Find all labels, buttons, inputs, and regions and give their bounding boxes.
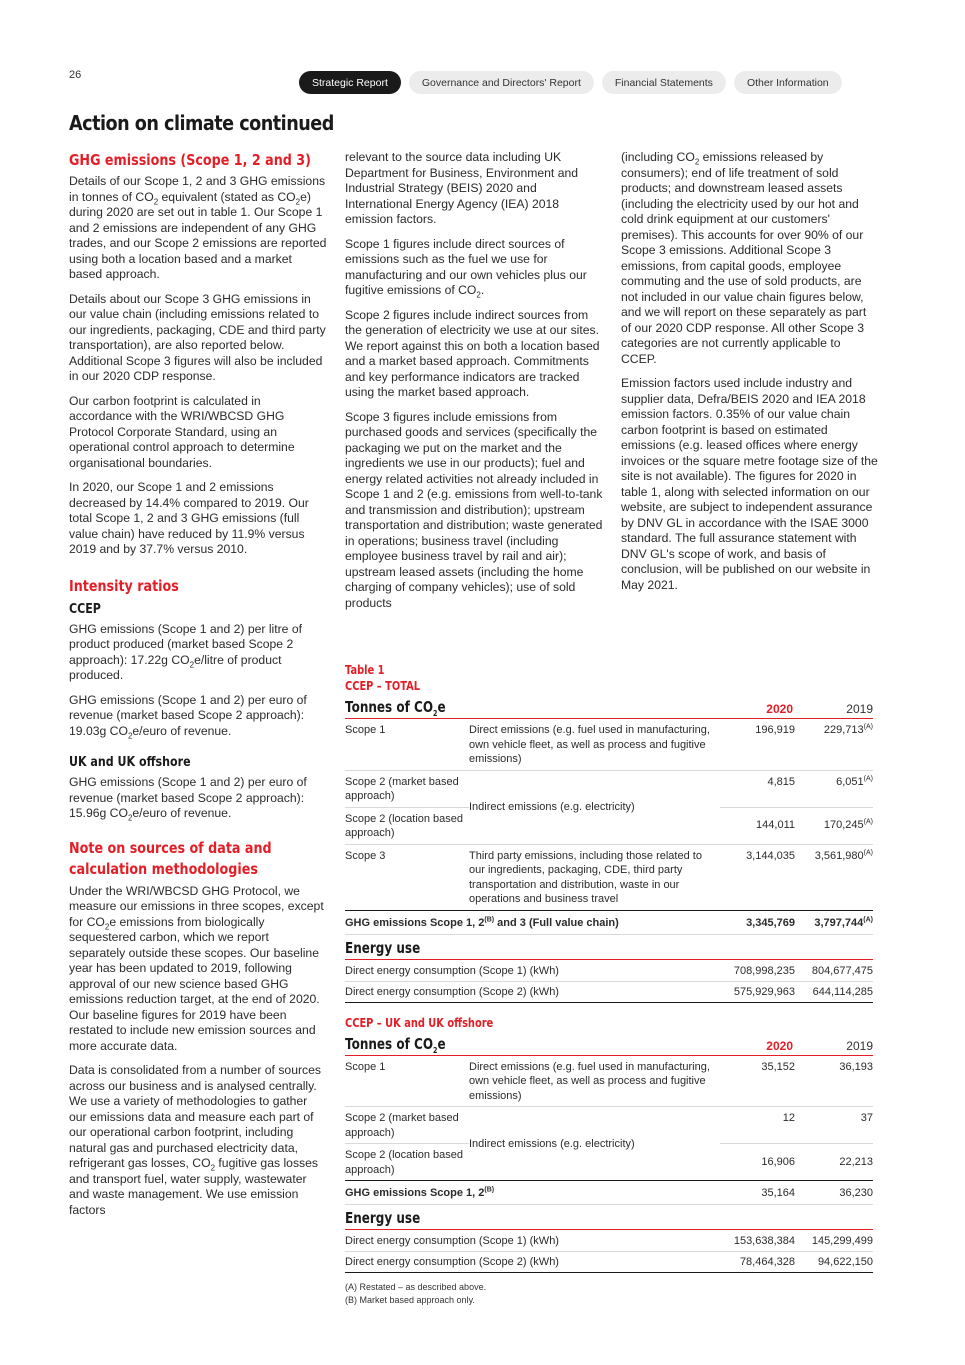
- page-title: Action on climate continued: [69, 111, 334, 135]
- paragraph: GHG emissions (Scope 1 and 2) per litre of product produced (market based Scope 2 approach): 17.22g $CO_2e$/litre of product produced.: [69, 621, 303, 682]
- paragraph: Data is consolidated from a number of sources across our business and is analysed centrally. We use a variety of methodologies to gather our emissions data and measure each part of our operational carbon footprint, including natural gas and purchased electricity data, refrigerant gas losses, $CO_2$ fugitive gas losses and transport fuel, water supply, wastewater and waste management. We use emission factors: [69, 1063, 321, 1217]
- paragraph: GHG emissions (Scope 1 and 2) per euro of revenue (market based Scope 2 approach): 19.03g $CO_2e$/euro of revenue.: [69, 692, 307, 740]
- paragraph: Scope 3 figures include emissions from purchased goods and services (specifically the packaging we put on the market and the ingredients we use in our products); fuel and energy related activities not already included in Scope 1 and 2 (e.g. emissions from well-to-tank and transmission and distribution); upstream transportation and distribution; waste generated in operations; business travel (including employee business travel by rail and air); upstream leased assets (including the home charging of company vehicles); use of sold products: [345, 409, 603, 610]
- paragraph: Scope 1 figures include direct sources of emissions such as the fuel we use for manufacturing and our own vehicles plus our fugitive emissions of $CO_2$.: [345, 236, 587, 300]
- paragraph: Details of our Scope 1, 2 and 3 GHG emissions in tonnes of $CO_2$ equivalent (stated as $CO_2e$) during 2020 are set out in table 1. Our Scope 1 and 2 emissions are independent of any GHG trades, and our Scope 2 emissions are reported using both a location based and a market based approach.: [69, 174, 327, 281]
- table-row-energy-s1: Direct energy consumption (Scope 1) (kWh) 708,998,235 804,677,475: [345, 961, 873, 982]
- tab-financial-statements[interactable]: Financial Statements: [602, 71, 726, 94]
- heading-ghg-emissions: GHG emissions (Scope 1, 2 and 3): [69, 151, 311, 169]
- footnote-a: (A) Restated – as described above.: [345, 1282, 487, 1292]
- table-row-energy-s2: Direct energy consumption (Scope 2) (kWh) 78,464,328 94,622,150: [345, 1252, 873, 1273]
- paragraph: Emission factors used include industry and supplier data, Defra/BEIS 2020 and IEA 2018 emission factors. 0.35% of our value chain carbon footprint is based on estimated emissions (e.g. leased offices where energy invoices or the square metre footage size of the site is not available). The figures for 2020 in table 1, along with selected information on our website, are subject to independent assurance by DNV GL in accordance with the ISAE 3000 standard. The full assurance statement with DNV GL's scope of work, and basis of conclusion, will be published on our website in May 2021.: [621, 376, 878, 592]
- heading-note-on-sources: Note on sources of data and calculation methodologies: [69, 838, 272, 878]
- table-row-total: GHG emissions Scope 1, $2^{(B)}$ 35,164 36,230: [345, 1180, 873, 1205]
- energy-use-heading: Energy use: [345, 1209, 873, 1230]
- table-row-energy-s1: Direct energy consumption (Scope 1) (kWh) 153,638,384 145,299,499: [345, 1231, 873, 1252]
- table-row-scope2: Scope 2 (market based approach) Scope 2 (location based approach) Indirect emissions (e.g. electricity) 4,815 $6,051^{(A)}$ 144,011 $170,245^{(A)}$: [345, 771, 873, 845]
- paragraph: relevant to the source data including UK Department for Business, Environment and Industrial Strategy (BEIS) 2020 and International Energy Agency (IEA) 2018 emission factors.: [345, 150, 579, 226]
- column-1: [69, 150, 327, 1227]
- heading-ccep: CCEP: [69, 600, 101, 617]
- table-header: [345, 1035, 873, 1056]
- emissions-table: [345, 662, 873, 1307]
- page-number: 26: [69, 69, 82, 81]
- column-3: [621, 150, 879, 602]
- paragraph: (including $CO_2$ emissions released by consumers); end of life treatment of sold products; and downstream leased assets (including the electricity used by our hot and cold drink equipment at our customers' premises). This accounts for over 90% of our Scope 3 emissions. Additional Scope 3 emissions, from capital goods, employee commuting and the use of sold products, are not included in our value chain figures below, and we will report on these separately as part of our 2020 CDP response. All other Scope 3 categories are not currently applicable to CCEP.: [621, 150, 867, 366]
- footnote-b: (B) Market based approach only.: [345, 1295, 475, 1305]
- heading-intensity-ratios: Intensity ratios: [69, 576, 179, 595]
- tab-governance[interactable]: Governance and Directors' Report: [409, 71, 594, 94]
- table-label: Table 1: [345, 663, 385, 677]
- tab-other-information[interactable]: Other Information: [734, 71, 842, 94]
- paragraph: Under the WRI/WBCSD GHG Protocol, we measure our emissions in three scopes, except for $CO_2e$ emissions from biologically sequestered carbon, which we report separately outside these scopes. Our baseline year has been updated to 2019, following approval of our new science based GHG emissions reduction target, at the end of 2020. Our baseline figures for 2019 have been restated to include new emission sources and more accurate data.: [69, 883, 324, 1053]
- table-row-total: GHG emissions Scope 1, $2^{(B)}$ and 3 (Full value chain) 3,345,769 $3,797,744^{(A)}$: [345, 910, 873, 935]
- footnotes: [345, 1281, 873, 1307]
- table-row-scope1: Scope 1 Direct emissions (e.g. fuel used in manufacturing, own vehicle fleet, as well as process and fugitive emissions) 196,919 $229,713^{(A)}$: [345, 719, 873, 771]
- energy-use-heading: Energy use: [345, 939, 873, 960]
- table-section-ccep-total: CCEP – TOTAL: [345, 679, 421, 693]
- table-row-scope1: Scope 1 Direct emissions (e.g. fuel used in manufacturing, own vehicle fleet, as well as process and fugitive emissions) 35,152 36,193: [345, 1056, 873, 1108]
- paragraph: In 2020, our Scope 1 and 2 emissions decreased by 14.4% compared to 2019. Our total Scope 1, 2 and 3 GHG emissions (full value chain) have reduced by 11.9% versus 2019 and by 37.7% versus 2010.: [69, 480, 309, 556]
- paragraph: Our carbon footprint is calculated in accordance with the WRI/WBCSD GHG Protocol Corporate Standard, using an operational control approach to determine organisational boundaries.: [69, 393, 295, 470]
- column-2: [345, 150, 603, 620]
- tab-strategic-report[interactable]: Strategic Report: [299, 71, 401, 94]
- column-header-2019: 2019: [846, 702, 873, 716]
- paragraph: Details about our Scope 3 GHG emissions in our value chain (including emissions related to our ingredients, packaging, CDE and third party transportation), are also reported below. Additional Scope 3 figures will also be included in our 2020 CDP response.: [69, 291, 326, 383]
- column-header-2020: 2020: [766, 1038, 793, 1053]
- table-row-energy-s2: Direct energy consumption (Scope 2) (kWh) 575,929,963 644,114,285: [345, 982, 873, 1003]
- table-row-scope3: Scope 3 Third party emissions, including those related to our ingredients, packaging, CDE, third party transportation and distribution, waste in our operations and business travel 3,144,035 $3,561,980^{(A)}$: [345, 848, 873, 905]
- table-header: [345, 698, 873, 719]
- paragraph: GHG emissions (Scope 1 and 2) per euro of revenue (market based Scope 2 approach): 15.96g $CO_2e$/euro of revenue.: [69, 775, 307, 823]
- column-header-tonnes: Tonnes of $CO_2e$: [345, 1034, 446, 1055]
- paragraph: Scope 2 figures include indirect sources from the generation of electricity we use at our sites. We report against this on both a location based and a market based approach. Commitments and key performance indicators are tracked using the market based approach.: [345, 307, 600, 399]
- section-nav: [299, 71, 842, 94]
- table-row-scope2: Scope 2 (market based approach) Scope 2 (location based approach) Indirect emissions (e.g. electricity) 12 37 16,906 22,213: [345, 1107, 873, 1180]
- column-header-2019: 2019: [846, 1038, 873, 1053]
- column-header-tonnes: Tonnes of $CO_2e$: [345, 698, 446, 718]
- heading-uk-offshore: UK and UK offshore: [69, 754, 191, 770]
- column-header-2020: 2020: [766, 702, 793, 716]
- table-section-uk: CCEP – UK and UK offshore: [345, 1015, 494, 1030]
